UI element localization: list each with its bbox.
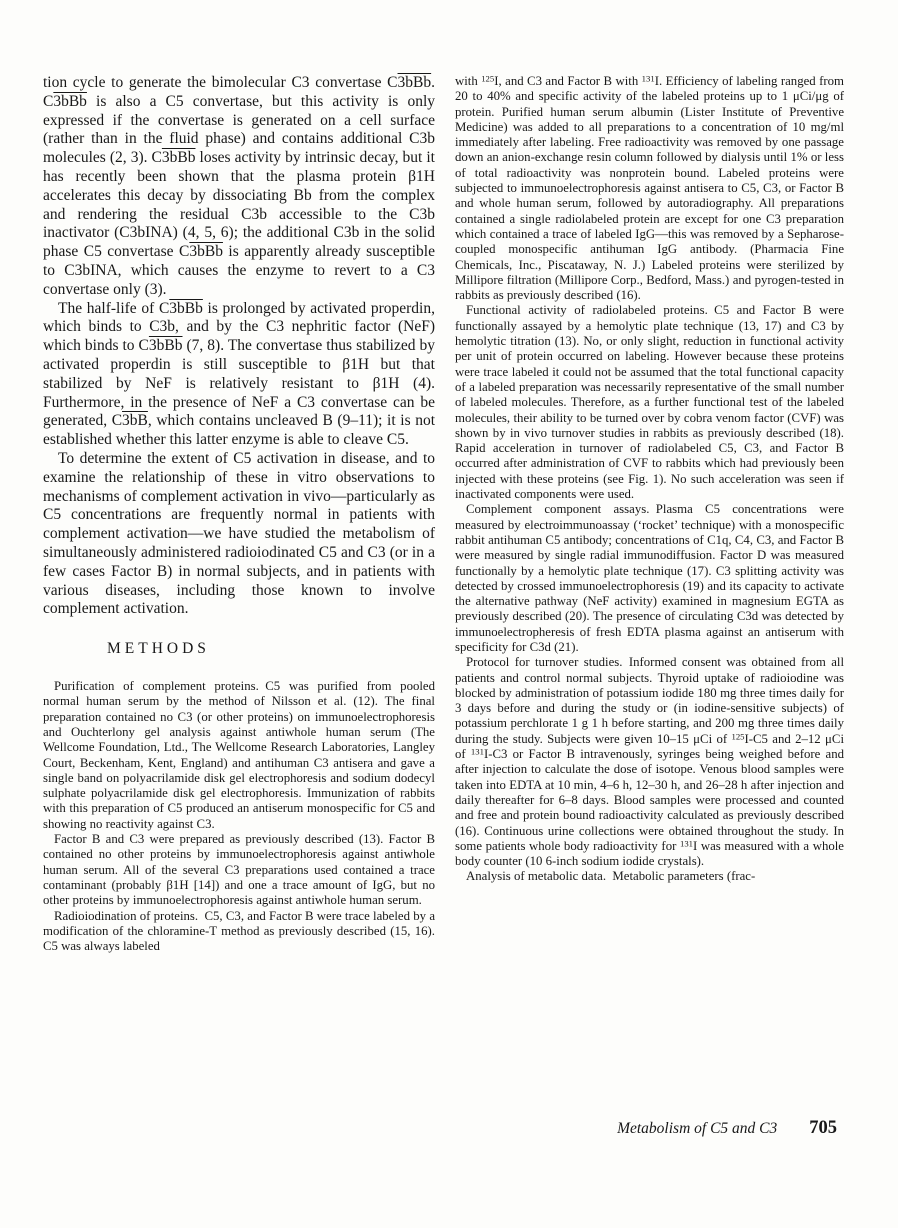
running-title: Metabolism of C5 and C3 xyxy=(617,1120,778,1137)
intro-paragraphs xyxy=(43,74,435,619)
paragraph: Complement component assays. Plasma C5 concentrations were measured by electroimmunoassay (‘rocket’ technique) with a monospecific rabbit antihuman C5 antibody; concentrations of C1q, C4, C3, and Factor B were measured by single radial immunodiffusion. Factor D was measured functionally by a hemolytic plate technique (17). C3 splitting activity was detected by crossed immunoelectrophoresis (19) and its capacity to activate the alternative pathway (NeF activity) examined in magnesium EGTA as previously described (20). The presence of circulating C3d was detected by immunoelectropheresis of fresh EDTA plasma against an antiserum with specificity for C3d (21). xyxy=(455,502,844,654)
right-column xyxy=(455,74,844,885)
page-footer xyxy=(455,1118,837,1139)
methods-paragraphs xyxy=(43,679,435,954)
paragraph: Factor B and C3 were prepared as previously described (13). Factor B contained no other proteins by immunoelectrophoresis against antiwhole human serum. All of the several C3 preparations used contained a trace contaminant (probably β1H [14]) and one a trace amount of IgG, but no other proteins by immunoelectrophoresis against antiwhole human serum. xyxy=(43,832,435,908)
paragraph: Analysis of metabolic data. Metabolic parameters (frac- xyxy=(466,869,756,884)
paragraph: Protocol for turnover studies. Informed consent was obtained from all patients and control normal subjects. Thyroid uptake of radioiodine was blocked by administration of potassium iodide 180 mg three times daily for 3 days before and during the study or (in iodine-sensitive subjects) of potassium perchlorate 1 g 1 h before starting, and 200 mg three times daily during the study. Subjects were given 10–15 μCi of $^{125}$I-C5 and 2–12 μCi of $^{131}$I-C3 or Factor B intravenously, syringes being weighed before and after injection to calculate the dose of isotope. Venous blood samples were taken into EDTA at 10 min, 4–6 h, 12–30 h, and 26–28 h after injection and daily thereafter for 6–8 days. Blood samples were processed and counted and free and protein bound radioactivity calculated as previously described (16). Continuous urine collections were obtained throughout the study. In some patients whole body radioactivity for $^{131}$I was measured with a whole body counter (10 6-inch sodium iodide crystals). xyxy=(455,655,845,869)
paragraph: tion cycle to generate the bimolecular C3 convertase C3bBb. C3bBb is also a C5 convertase, but this activity is only expressed if the convertase is generated on a cell surface (rather than in the fluid phase) and contains additional C3b molecules (2, 3). C3bBb loses activity by intrinsic decay, but it has recently been shown that the plasma protein β1H accelerates this decay by dissociating Bb from the complex and rendering the residual C3b accessible to the C3b inactivator (C3bINA) (4, 5, 6); the additional C3b in the solid phase C5 convertase C3bBb is apparently already susceptible to C3bINA, which causes the enzyme to revert to a C3 convertase only (3). xyxy=(43,74,435,298)
paragraph: To determine the extent of C5 activation in disease, and to examine the relationship of these in vitro observations to mechanisms of complement activation in vivo—particularly as C5 concentrations are frequently normal in patients with complement activation—we have studied the metabolism of simultaneously administered radioiodinated C5 and C3 (or in a few cases Factor B) in normal subjects, and in patients with various diseases, including those known to involve complement activation. xyxy=(43,449,435,618)
page-number: 705 xyxy=(809,1118,837,1138)
paragraph: with $^{125}$I, and C3 and Factor B with $^{131}$I. Efficiency of labeling ranged from 20 to 40% and specific activity of the labeled proteins up to 1 μCi/μg of protein. Purified human serum albumin (Lister Institute of Preventive Medicine) was added to all preparations to a concentration of 10 mg/ml immediately after labeling. Free radioactivity was removed by one passage down an anion-exchange resin column followed by dialysis until 1% or less of total radioactivity was nonprotein bound. Labeled proteins were subjected to immunoelectrophoresis against antisera to C5, C3, or Factor B and whole human serum, followed by autoradiography. All preparations contained a single radiolabeled protein are except for one C3 preparation which contained a trace of labeled IgG—this was removed by a Sepharose-coupled monospecific antihuman IgG antibody. (Pharmacia Fine Chemicals, Inc., Piscataway, N. J.) Labeled proteins were sterilized by Millipore filtration (Millipore Corp., Bedford, Mass.) and pyrogen-tested in rabbits as previously described (16). xyxy=(455,73,844,303)
methods-section-heading: METHODS xyxy=(107,640,210,658)
paragraph: The half-life of C3bBb is prolonged by activated properdin, which binds to C3b, and by the C3 nephritic factor (NeF) which binds to C3bBb (7, 8). The convertase thus stabilized by activated properdin is still susceptible to β1H but that stabilized by NeF is relatively resistant to β1H (4). Furthermore, in the presence of NeF a C3 convertase can be generated, C3bB, which contains uncleaved B (9–11); it is not established whether this latter enzyme is able to cleave C5. xyxy=(43,299,435,449)
paragraph: Functional activity of radiolabeled proteins. C5 and Factor B were functionally assayed by a hemolytic plate technique (13, 17) and C3 by hemolytic titration (13). No, or only slight, reduction in functional activity per unit of protein occurred on labeling. However because these proteins were trace labeled it could not be assumed that the total functional capacity of a labeled preparation was necessarily representative of the small number of labeled molecules. Therefore, as a further functional test of the labeled molecules, their ability to be turned over by cobra venom factor (CVF) was shown by in vivo turnover studies in rabbits as previously described (18). Rapid acceleration in turnover of radiolabeled C5, C3, and Factor B occurred after administration of CVF to rabbits which had previously been injected with these proteins (see Fig. 1). No such acceleration was seen if inactivated components were used. xyxy=(455,303,844,502)
paragraph: Purification of complement proteins. C5 was purified from pooled normal human serum by the method of Nilsson et al. (12). The final preparation contained no C3 (or other proteins) on immunoelectrophoresis and Ouchterlony gel analysis against antiwhole human serum (The Wellcome Foundation, Ltd., The Wellcome Research Laboratories, Langley Court, Beckenham, Kent, England) and antihuman C3 antisera and gave a single band on polyacrilamide disk gel electrophoresis and sodium dodecyl sulphate polyacrilamide disk gel electrophoresis. Immunization of rabbits with this preparation of C5 produced an antiserum monospecific for C5 and showing no reactivity against C3. xyxy=(43,679,435,831)
paragraph: Radioiodination of proteins. C5, C3, and Factor B were trace labeled by a modification of the chloramine-T method as previously described (15, 16). C5 was always labeled xyxy=(43,908,435,954)
left-column xyxy=(43,74,435,954)
